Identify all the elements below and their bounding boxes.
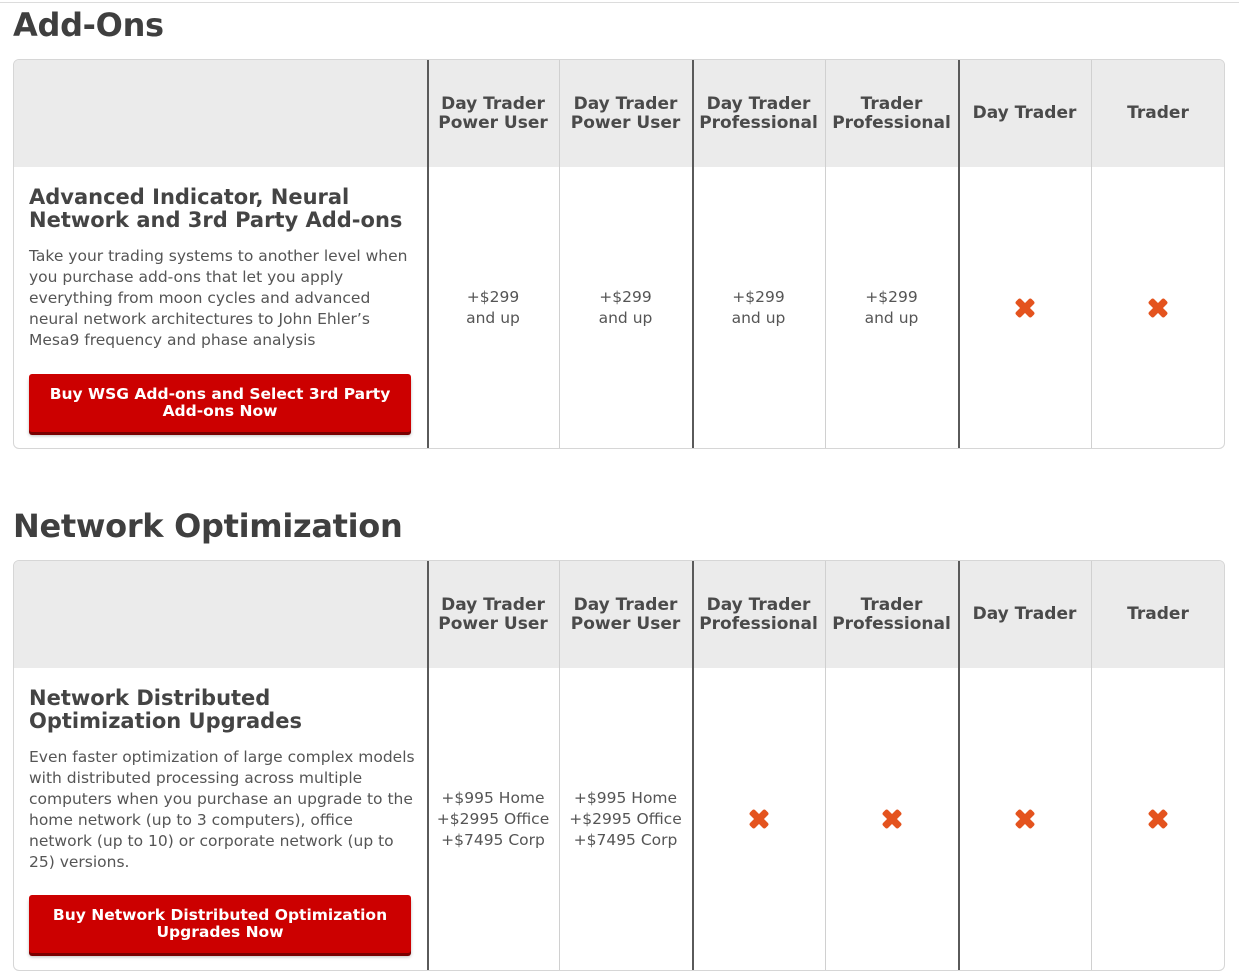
column-header: Day Trader Professional (699, 93, 818, 133)
price-line: +$7495 Corp (441, 830, 545, 849)
price-cell (692, 668, 825, 970)
price-cell (825, 167, 958, 448)
column-header: Trader Professional (832, 93, 951, 133)
price-line: +$299 (732, 287, 785, 306)
x-mark-icon (879, 806, 905, 832)
price-cell (958, 668, 1091, 970)
price-cell (427, 668, 559, 970)
price-line: +$2995 Office (436, 809, 550, 828)
section-title-add-ons: Add-Ons (13, 6, 164, 44)
buy-network-optimization-button[interactable]: Buy Network Distributed Optimization Upgrades Now (29, 895, 411, 953)
column-header: Day Trader (972, 604, 1077, 624)
price-cell (1091, 167, 1225, 448)
price-line: +$7495 Corp (573, 830, 678, 849)
price-cell (559, 167, 692, 448)
feature-info (29, 186, 415, 351)
column-header: Day Trader Power User (438, 594, 548, 634)
price-line: +$299 (466, 287, 520, 306)
column-header: Trader Professional (832, 594, 951, 634)
column-header: Day Trader Professional (699, 594, 818, 634)
x-mark-icon (1145, 295, 1171, 321)
x-mark-icon (1145, 806, 1171, 832)
x-mark-icon (1012, 295, 1038, 321)
feature-info (29, 687, 415, 873)
price-cell (692, 167, 825, 448)
price-line: and up (864, 308, 919, 327)
section-title-network-optimization: Network Optimization (13, 507, 403, 545)
feature-description: Even faster optimization of large complex models with distributed processing across multiple computers when you purchase an upgrade to the home network (up to 3 computers), office network (up to 10) or corporate network (up to 25) versions. (29, 748, 415, 871)
column-header: Day Trader Power User (570, 594, 681, 634)
price-line: +$995 Home (573, 788, 678, 807)
price-cell (427, 167, 559, 448)
x-mark-icon (1012, 806, 1038, 832)
network-optimization-table (13, 560, 1225, 971)
price-cell (958, 167, 1091, 448)
price-line: and up (466, 308, 520, 327)
price-line: +$995 Home (441, 788, 545, 807)
feature-description: Take your trading systems to another level when you purchase add-ons that let you apply everything from moon cycles and advanced neural network architectures to John Ehler’s Mesa9 frequency and phase analysis (29, 247, 408, 349)
column-header: Trader (1127, 103, 1189, 123)
price-line: +$2995 Office (569, 809, 682, 828)
add-ons-table (13, 59, 1225, 449)
feature-title: Network Distributed Optimization Upgrades (29, 686, 302, 733)
column-header: Day Trader (972, 103, 1077, 123)
column-header: Trader (1127, 604, 1189, 624)
feature-title: Advanced Indicator, Neural Network and 3rd Party Add-ons (29, 185, 403, 232)
column-header: Day Trader Power User (570, 93, 681, 133)
price-line: and up (731, 308, 786, 327)
price-line: and up (598, 308, 653, 327)
x-mark-icon (746, 806, 772, 832)
column-header: Day Trader Power User (438, 93, 548, 133)
price-cell (1091, 668, 1225, 970)
buy-add-ons-button[interactable]: Buy WSG Add-ons and Select 3rd Party Add-ons Now (29, 374, 411, 432)
top-divider (0, 2, 1239, 3)
price-line: +$299 (599, 287, 652, 306)
price-line: +$299 (865, 287, 918, 306)
price-cell (559, 668, 692, 970)
price-cell (825, 668, 958, 970)
